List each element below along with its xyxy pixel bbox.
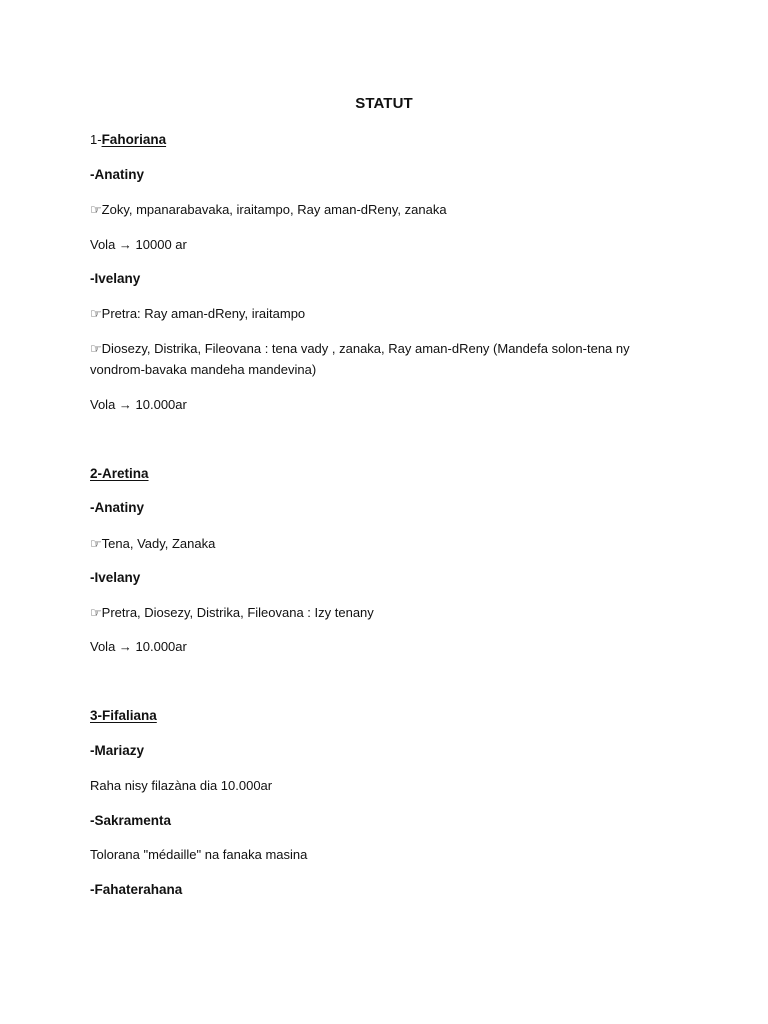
section-2-sub-anatiny: -Anatiny	[90, 500, 144, 515]
section-3-sakramenta-line: Tolorana "médaille" na fanaka masina	[90, 847, 308, 862]
section-1-number: 1-	[90, 132, 102, 147]
section-1-ivelany-vola: Vola → 10.000ar	[90, 397, 187, 412]
section-3-sub-fahaterahana: -Fahaterahana	[90, 882, 183, 897]
section-1-sub-ivelany: -Ivelany	[90, 271, 141, 286]
section-2-ivelany-vola: Vola → 10.000ar	[90, 639, 187, 654]
section-1-anatiny-vola: Vola → 10000 ar	[90, 237, 187, 252]
section-3-sub-sakramenta: -Sakramenta	[90, 813, 172, 828]
section-2-anatiny-line: ☞Tena, Vady, Zanaka	[90, 536, 216, 551]
document-title: STATUT	[355, 95, 413, 112]
section-2-sub-ivelany: -Ivelany	[90, 570, 141, 585]
section-2-heading: 2-Aretina	[90, 466, 149, 481]
section-2-ivelany-line: ☞Pretra, Diosezy, Distrika, Fileovana : Izy tenany	[90, 605, 374, 620]
section-1-ivelany-line-1: ☞Pretra: Ray aman-dReny, iraitampo	[90, 306, 306, 321]
section-1-anatiny-line: ☞Zoky, mpanarabavaka, iraitampo, Ray aman-dReny, zanaka	[90, 202, 447, 217]
section-3-heading: 3-Fifaliana	[90, 708, 157, 723]
section-3-sub-mariazy: -Mariazy	[90, 743, 145, 758]
section-1-title: Fahoriana	[101, 132, 167, 147]
section-1-heading	[90, 131, 680, 149]
section-1-sub-anatiny: -Anatiny	[90, 167, 144, 182]
section-3-mariazy-line: Raha nisy filazàna dia 10.000ar	[90, 778, 273, 793]
section-1-ivelany-line-2: ☞Diosezy, Distrika, Fileovana : tena vady , zanaka, Ray aman-dReny (Mandefa solon-tena ny vondrom-bavaka mandeha mandevina)	[90, 341, 630, 377]
